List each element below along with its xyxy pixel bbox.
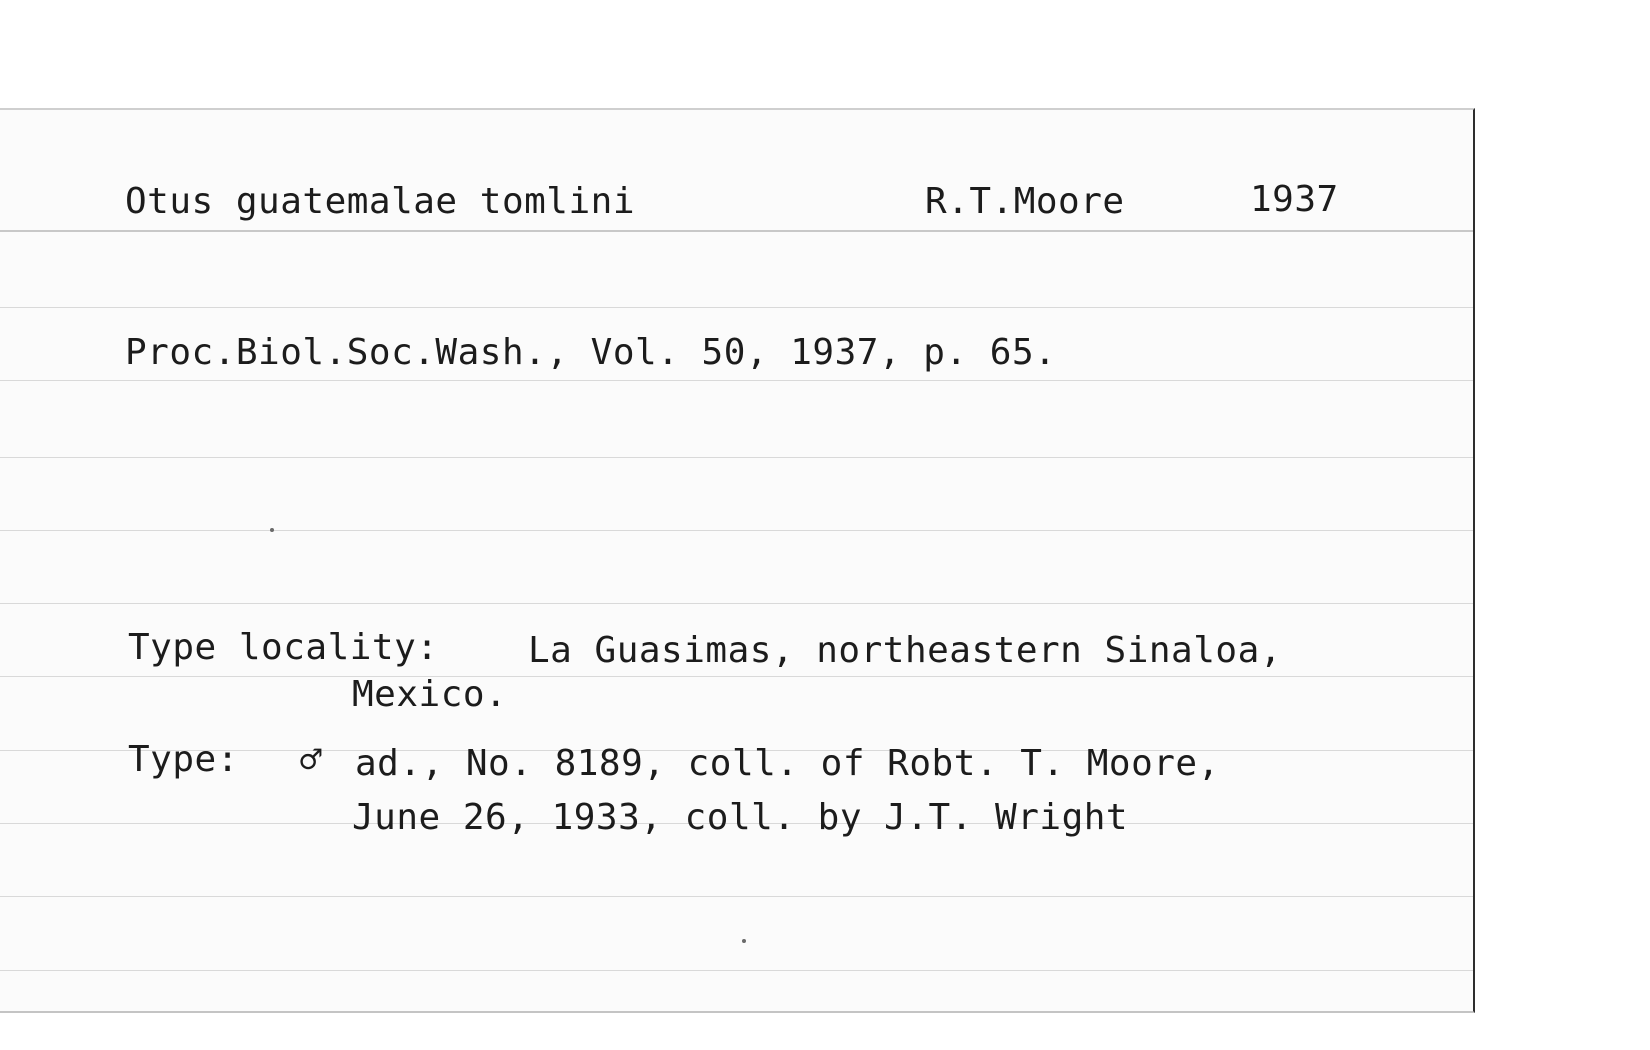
ruled-line [0, 970, 1473, 971]
ruled-line [0, 896, 1473, 897]
type-locality-value: La Guasimas, northeastern Sinaloa, [528, 630, 1282, 671]
type-label: Type: [128, 739, 239, 780]
header-rule [0, 230, 1473, 232]
ruled-line [0, 530, 1473, 531]
type-locality-label: Type locality: [128, 627, 439, 668]
type-value: ad., No. 8189, coll. of Robt. T. Moore, [355, 743, 1220, 784]
ruled-line [0, 676, 1473, 677]
type-value-cont: June 26, 1933, coll. by J.T. Wright [352, 797, 1129, 838]
male-symbol: ♂ [300, 740, 323, 781]
ruled-line [0, 457, 1473, 458]
index-card [0, 108, 1475, 1013]
citation: Proc.Biol.Soc.Wash., Vol. 50, 1937, p. 65. [125, 332, 1057, 373]
species-name: Otus guatemalae tomlini [125, 181, 635, 222]
author: R.T.Moore [925, 181, 1125, 222]
ink-speck [742, 939, 746, 943]
ruled-line [0, 307, 1473, 308]
ruled-line [0, 603, 1473, 604]
year: 1937 [1250, 179, 1339, 220]
type-locality-value-cont: Mexico. [352, 674, 508, 715]
ink-speck [270, 528, 274, 532]
ruled-line [0, 380, 1473, 381]
